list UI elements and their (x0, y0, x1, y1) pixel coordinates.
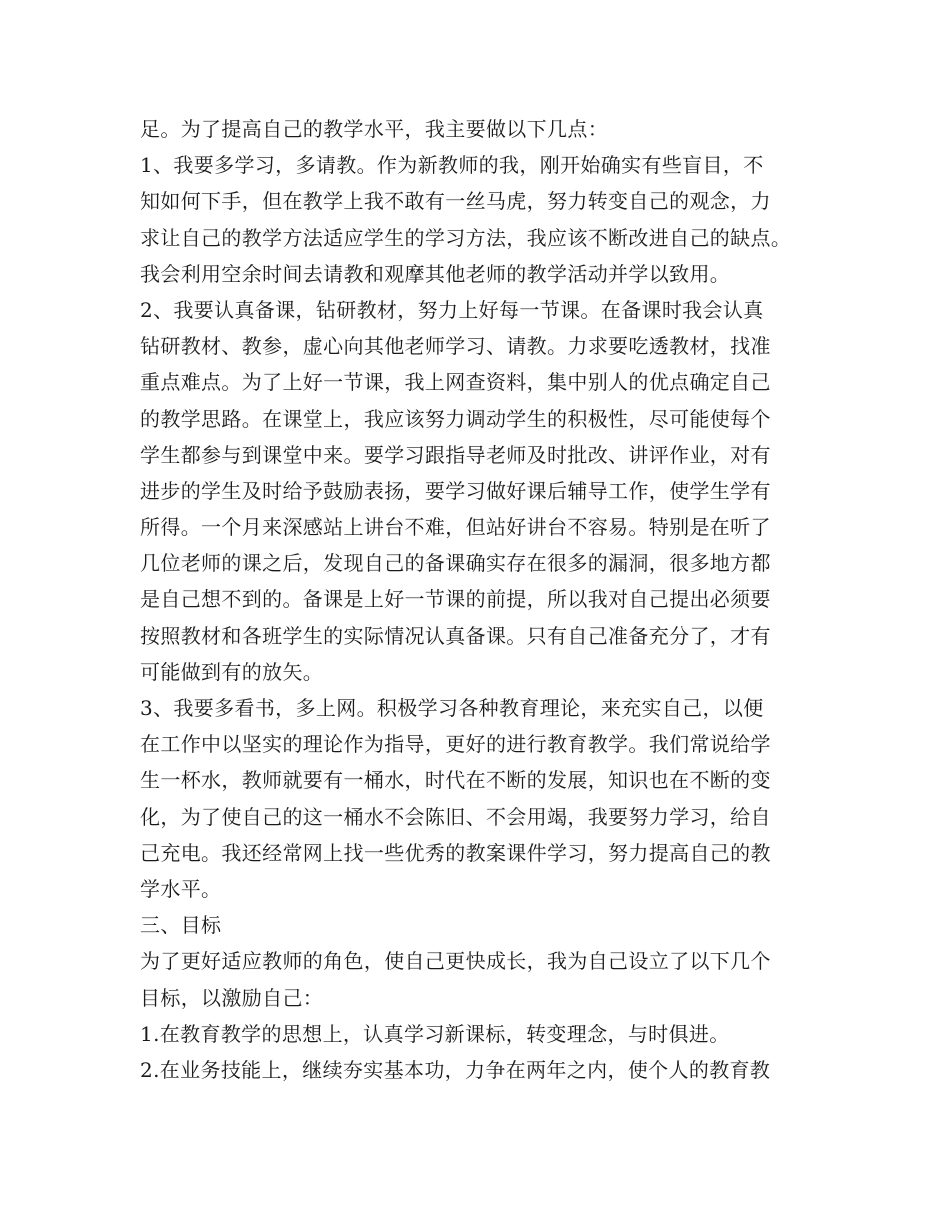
text-line: 几位老师的课之后，发现自己的备课确实存在很多的漏洞，很多地方都 (140, 551, 771, 576)
text-line: 2、我要认真备课，钻研教材，努力上好每一节课。在备课时我会认真 (140, 297, 764, 322)
text-line: 为了更好适应教师的角色，使自己更快成长，我为自己设立了以下几个 (140, 949, 771, 974)
document-body (140, 111, 830, 1088)
text-line: 所得。一个月来深感站上讲台不难，但站好讲台不容易。特别是在听了 (140, 515, 771, 540)
text-line: 3、我要多看书，多上网。积极学习各种教育理论，来充实自己，以便 (140, 696, 764, 720)
text-line: 学生都参与到课堂中来。要学习跟指导老师及时批改、讲评作业，对有 (140, 442, 771, 467)
text-line: 生一杯水，教师就要有一桶水，时代在不断的发展，知识也在不断的变 (140, 768, 771, 793)
text-line: 足。为了提高自己的教学水平，我主要做以下几点： (140, 117, 609, 141)
text-line: 知如何下手，但在教学上我不敢有一丝马虎，努力转变自己的观念，力 (140, 189, 771, 214)
section-heading: 三、目标 (140, 913, 222, 938)
text-line: 目标，以激励自己： (140, 985, 324, 1010)
text-line: 的教学思路。在课堂上，我应该努力调动学生的积极性，尽可能使每个 (140, 406, 771, 431)
text-line: 重点难点。为了上好一节课，我上网查资料，集中别人的优点确定自己 (140, 370, 771, 395)
text-line: 2.在业务技能上，继续夯实基本功，力争在两年之内，使个人的教育教 (140, 1057, 771, 1082)
text-line: 1、我要多学习，多请教。作为新教师的我，刚开始确实有些盲目，不 (140, 153, 764, 178)
text-line: 进步的学生及时给予鼓励表扬，要学习做好课后辅导工作，使学生学有 (140, 478, 771, 503)
text-line: 求让自己的教学方法适应学生的学习方法，我应该不断改进自己的缺点。 (140, 225, 792, 250)
text-line: 可能做到有的放矢。 (140, 659, 324, 684)
text-line: 己充电。我还经常网上找一些优秀的教案课件学习，努力提高自己的教 (140, 840, 771, 865)
text-line: 钻研教材、教参，虚心向其他老师学习、请教。力求要吃透教材，找准 (140, 334, 771, 359)
text-line: 是自己想不到的。备课是上好一节课的前提，所以我对自己提出必须要 (140, 587, 771, 612)
text-line: 化，为了使自己的这一桶水不会陈旧、不会用竭，我要努力学习，给自 (140, 804, 771, 829)
text-line: 按照教材和各班学生的实际情况认真备课。只有自己准备充分了，才有 (140, 623, 771, 648)
text-line: 学水平。 (140, 876, 222, 901)
text-line: 我会利用空余时间去请教和观摩其他老师的教学活动并学以致用。 (140, 261, 731, 286)
text-line: 1.在教育教学的思想上，认真学习新课标，转变理念，与时俱进。 (140, 1021, 730, 1046)
text-line: 在工作中以坚实的理论作为指导，更好的进行教育教学。我们常说给学 (140, 732, 771, 757)
